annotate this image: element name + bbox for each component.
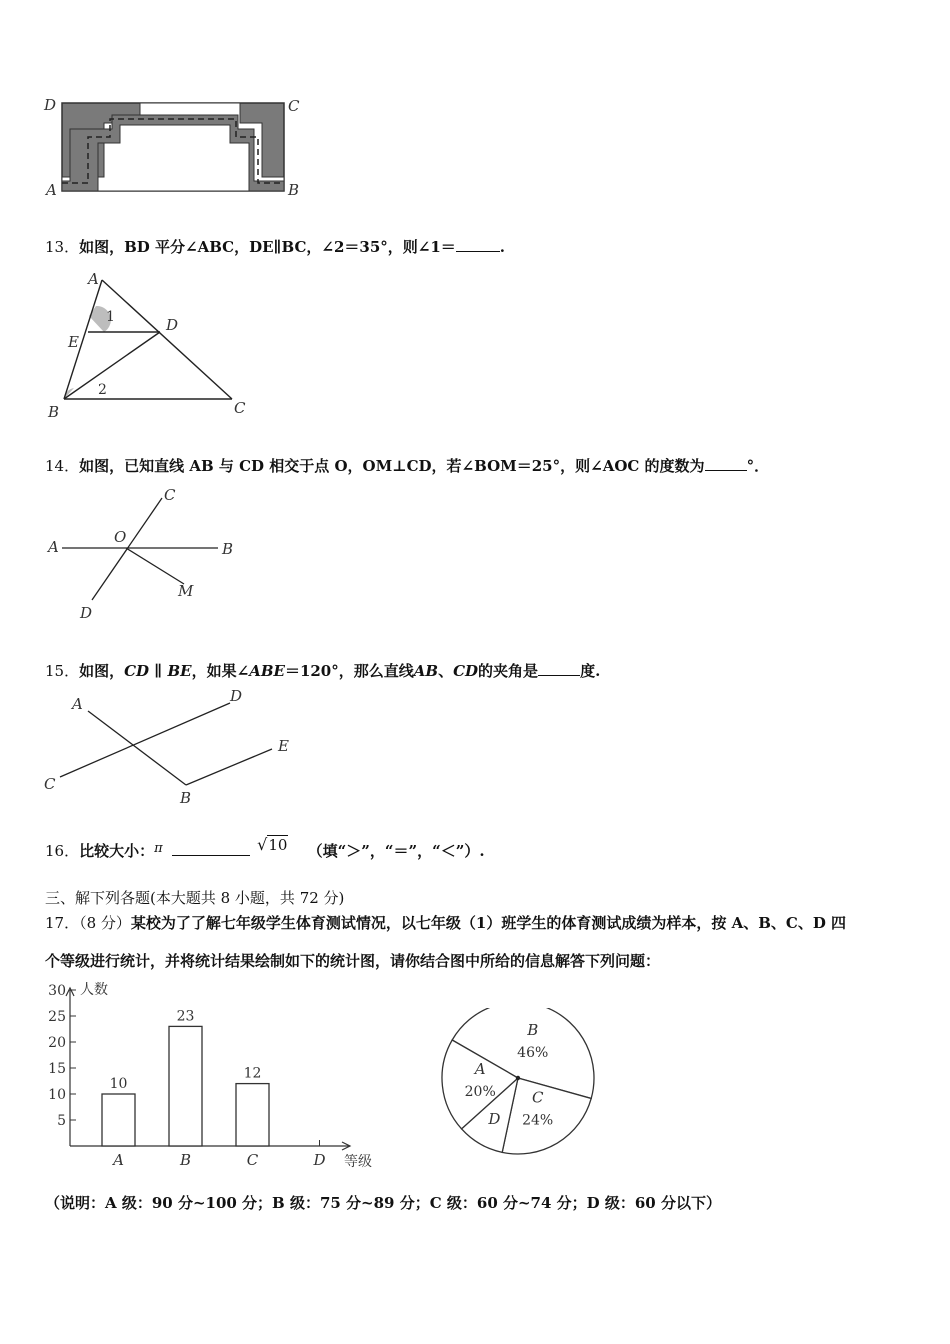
line-CD	[60, 703, 230, 777]
answer-blank[interactable]	[705, 470, 747, 471]
bar-value-label: 10	[109, 1076, 128, 1092]
label-B: B	[288, 181, 300, 199]
label-A: A	[46, 181, 57, 199]
question-text: 如图，BD 平分∠ABC，DE∥BC，∠2＝35°，则∠1＝	[79, 238, 456, 256]
question-15	[45, 660, 600, 681]
symbol-BE: BE	[167, 662, 192, 680]
symbol-parallel: ∥	[154, 662, 163, 680]
question-13	[45, 236, 505, 257]
line-AB	[88, 711, 186, 785]
slice-label: A	[474, 1059, 486, 1078]
symbol-AB: AB	[413, 662, 439, 680]
label-C: C	[44, 775, 56, 793]
bar-C	[236, 1084, 269, 1146]
symbol-CD-2: CD	[453, 662, 479, 680]
question-number: 15．	[45, 662, 80, 680]
symbol-ABE: ABE	[249, 662, 285, 680]
figure-13	[40, 268, 260, 423]
question-text: 如图，已知直线 AB 与 CD 相交于点 O，OM⊥CD，若∠BOM＝25°，则∠AOC 的度数为	[79, 457, 705, 475]
slice-percent: 46%	[517, 1044, 549, 1061]
bar-value-label: 12	[243, 1065, 262, 1082]
label-E: E	[68, 333, 79, 351]
label-D: D	[166, 316, 179, 334]
question-17-line2: 个等级进行统计，并将统计结果绘制如下的统计图，请你结合图中所给的信息解答下列问题：	[45, 952, 661, 970]
label-D: D	[80, 604, 93, 622]
question-text-c: ＝120°，那么直线	[284, 662, 414, 680]
question-number: 16．	[45, 842, 80, 860]
label-D: D	[44, 96, 57, 114]
y-tick-label: 30	[48, 983, 66, 999]
label-E: E	[278, 737, 289, 755]
label-C: C	[234, 399, 246, 417]
question-number: 17．	[45, 914, 80, 932]
question-text-b: ，如果∠	[191, 662, 250, 680]
x-axis-label: 等级	[344, 1154, 372, 1170]
question-number: 14．	[45, 457, 80, 475]
figure-12	[40, 95, 310, 205]
question-17	[45, 912, 846, 933]
angle-1-label: 1	[106, 309, 115, 325]
x-tick-label: D	[313, 1151, 326, 1169]
y-tick-label: 10	[48, 1087, 66, 1103]
question-text: 比较大小：	[79, 842, 155, 860]
label-B: B	[180, 789, 192, 807]
label-A: A	[72, 695, 83, 713]
label-D: D	[230, 687, 243, 705]
slice-label: B	[527, 1020, 539, 1039]
x-tick-label: C	[246, 1151, 259, 1169]
question-14	[45, 455, 769, 476]
question-score: （8 分）	[79, 914, 131, 932]
question-text-line1: 某校为了了解七年级学生体育测试情况，以七年级（1）班学生的体育测试成绩为样本，按 A、B、C、D 四	[130, 914, 847, 932]
question-16	[45, 835, 485, 861]
symbol-CD: CD	[124, 662, 150, 680]
sqrt-radicand: 10	[268, 836, 288, 854]
label-A: A	[88, 270, 99, 288]
figure-14	[40, 482, 250, 627]
ray-OM	[126, 548, 184, 584]
question-text-a: 如图，	[79, 662, 125, 680]
y-tick-label: 5	[57, 1113, 66, 1129]
answer-blank[interactable]	[456, 251, 500, 252]
question-tail: （填“＞”，“＝”，“＜”）.	[307, 842, 485, 860]
pi-symbol: π	[154, 841, 163, 856]
answer-blank[interactable]	[172, 855, 250, 856]
question-number: 13．	[45, 238, 80, 256]
question-end: .	[499, 238, 505, 256]
bar-A	[102, 1094, 135, 1146]
label-O: O	[114, 528, 127, 546]
section-3-title: 三、解下列各题(本大题共 8 小题，共 72 分)	[45, 889, 345, 907]
answer-blank[interactable]	[538, 675, 580, 676]
side-AC	[102, 280, 232, 399]
label-A: A	[48, 538, 59, 556]
label-C: C	[164, 486, 176, 504]
y-tick-label: 20	[48, 1035, 66, 1051]
angle-2-label: 2	[98, 382, 107, 398]
bar-chart	[40, 978, 390, 1173]
bar-value-label: 23	[176, 1008, 195, 1025]
sqrt-10: √10	[257, 835, 288, 854]
bar-B	[169, 1026, 202, 1146]
figure-15	[38, 685, 308, 810]
label-B: B	[48, 403, 60, 421]
question-end: °．	[746, 457, 770, 475]
slice-label: C	[531, 1088, 544, 1107]
pie-chart	[430, 1008, 610, 1158]
label-M: M	[178, 582, 194, 600]
x-tick-label: B	[179, 1151, 192, 1169]
label-B: B	[222, 540, 234, 558]
question-end: 度.	[580, 662, 601, 680]
line-BE	[186, 749, 272, 785]
separator: 、	[438, 662, 454, 680]
grade-note: （说明：A 级：90 分~100 分；B 级：75 分~89 分；C 级：60 分~74 分；D 级：60 分以下）	[45, 1194, 721, 1212]
y-axis-label: 人数	[80, 982, 108, 998]
slice-percent: 20%	[464, 1083, 496, 1100]
slice-percent: 24%	[522, 1112, 554, 1129]
y-tick-label: 15	[48, 1061, 66, 1077]
question-text-d: 的夹角是	[478, 662, 539, 680]
x-tick-label: A	[113, 1151, 124, 1169]
slice-label: D	[488, 1109, 501, 1128]
label-C: C	[288, 97, 300, 115]
pie-center	[516, 1076, 520, 1080]
y-tick-label: 25	[48, 1009, 66, 1025]
